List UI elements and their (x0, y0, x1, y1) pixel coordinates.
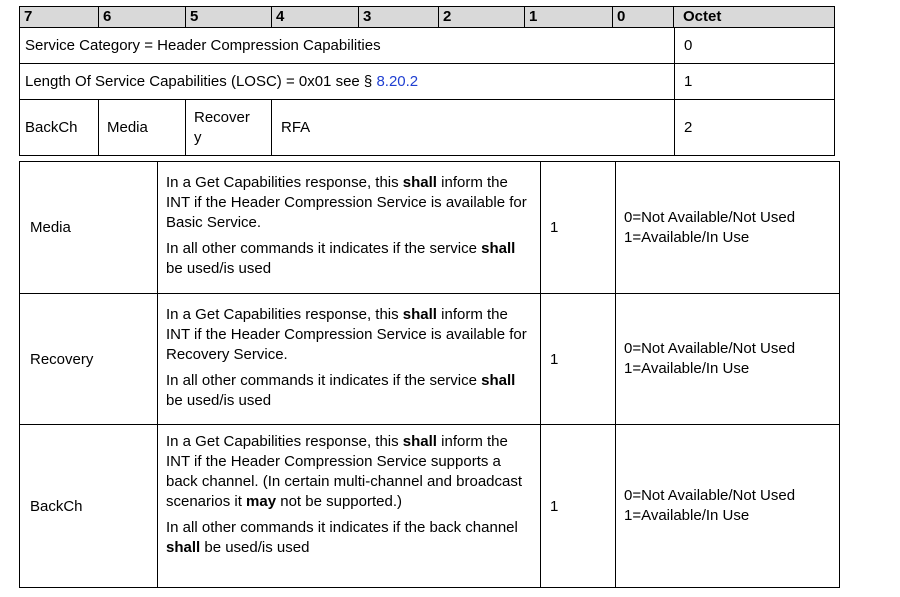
bit-6-header: 6 (98, 6, 186, 28)
service-category-cell (19, 27, 675, 64)
media-field-label: Media (107, 119, 148, 136)
backch-description-cell (157, 424, 541, 588)
recovery-values-cell (615, 293, 840, 425)
media-desc-p1: In a Get Capabilities response, this shall inform the INT if the Header Compression Service is available for Basic Service. (166, 174, 527, 231)
backch-field-cell (19, 99, 99, 156)
recovery-field-cell (185, 99, 272, 156)
backch-desc-p1: In a Get Capabilities response, this shall inform the INT if the Header Compression Service supports a back channel. (In certain multi-channel and broadcast scenarios it may not be supported.) (166, 433, 523, 510)
recovery-name-cell (19, 293, 158, 425)
recovery-field-label-line1: Recover (194, 108, 250, 126)
bit-0-header: 0 (612, 6, 674, 28)
recovery-name: Recovery (30, 350, 94, 368)
losc-text: Length Of Service Capabilities (LOSC) = 0x01 see § (25, 73, 377, 90)
recovery-value-1: 1=Available/In Use (624, 360, 750, 377)
bit-7-header: 7 (19, 6, 99, 28)
media-size-cell (540, 161, 616, 294)
service-category-text: Service Category = Header Compression Capabilities (25, 37, 381, 54)
bit-2-header: 2 (438, 6, 525, 28)
recovery-size: 1 (550, 350, 559, 368)
recovery-desc-p2: In all other commands it indicates if the service shall be used/is used (166, 372, 516, 409)
recovery-field-label-line2: y (194, 128, 202, 146)
octet-header: Octet (673, 6, 835, 28)
media-field-cell (98, 99, 186, 156)
recovery-desc-p1: In a Get Capabilities response, this shall inform the INT if the Header Compression Service is available for Recovery Service. (166, 306, 527, 363)
media-name: Media (30, 219, 71, 236)
rfa-field-cell (271, 99, 675, 156)
media-desc-p2: In all other commands it indicates if the service shall be used/is used (166, 240, 516, 277)
section-link[interactable]: 8.20.2 (376, 73, 419, 90)
octet-2-cell (674, 99, 835, 156)
octet-0-cell (674, 27, 835, 64)
recovery-description-cell (157, 293, 541, 425)
media-value-1: 1=Available/In Use (624, 228, 750, 246)
bit-4-header: 4 (271, 6, 359, 28)
recovery-size-cell (540, 293, 616, 425)
backch-desc-p2: In all other commands it indicates if the back channel shall be used/is used (166, 519, 518, 556)
media-name-cell (19, 161, 158, 294)
octet-1-cell (674, 63, 835, 100)
recovery-value-0: 0=Not Available/Not Used (624, 340, 796, 357)
octet-2-value: 2 (684, 119, 693, 136)
bit-5-header: 5 (185, 6, 272, 28)
backch-value-0: 0=Not Available/Not Used (624, 487, 796, 504)
octet-0-value: 0 (684, 37, 693, 54)
backch-values-cell (615, 424, 840, 588)
backch-name-cell (19, 424, 158, 588)
backch-name: BackCh (30, 497, 83, 515)
backch-size-cell (540, 424, 616, 588)
rfa-field-label: RFA (281, 119, 311, 136)
backch-size: 1 (550, 497, 559, 515)
backch-value-1: 1=Available/In Use (624, 507, 750, 524)
losc-cell (19, 63, 675, 100)
media-value-0: 0=Not Available/Not Used (624, 208, 796, 226)
backch-field-label: BackCh (25, 119, 78, 136)
media-description-cell (157, 161, 541, 294)
octet-1-value: 1 (684, 73, 693, 90)
media-size: 1 (550, 219, 559, 236)
media-values-cell (615, 161, 840, 294)
bit-1-header: 1 (524, 6, 613, 28)
bit-3-header: 3 (358, 6, 439, 28)
